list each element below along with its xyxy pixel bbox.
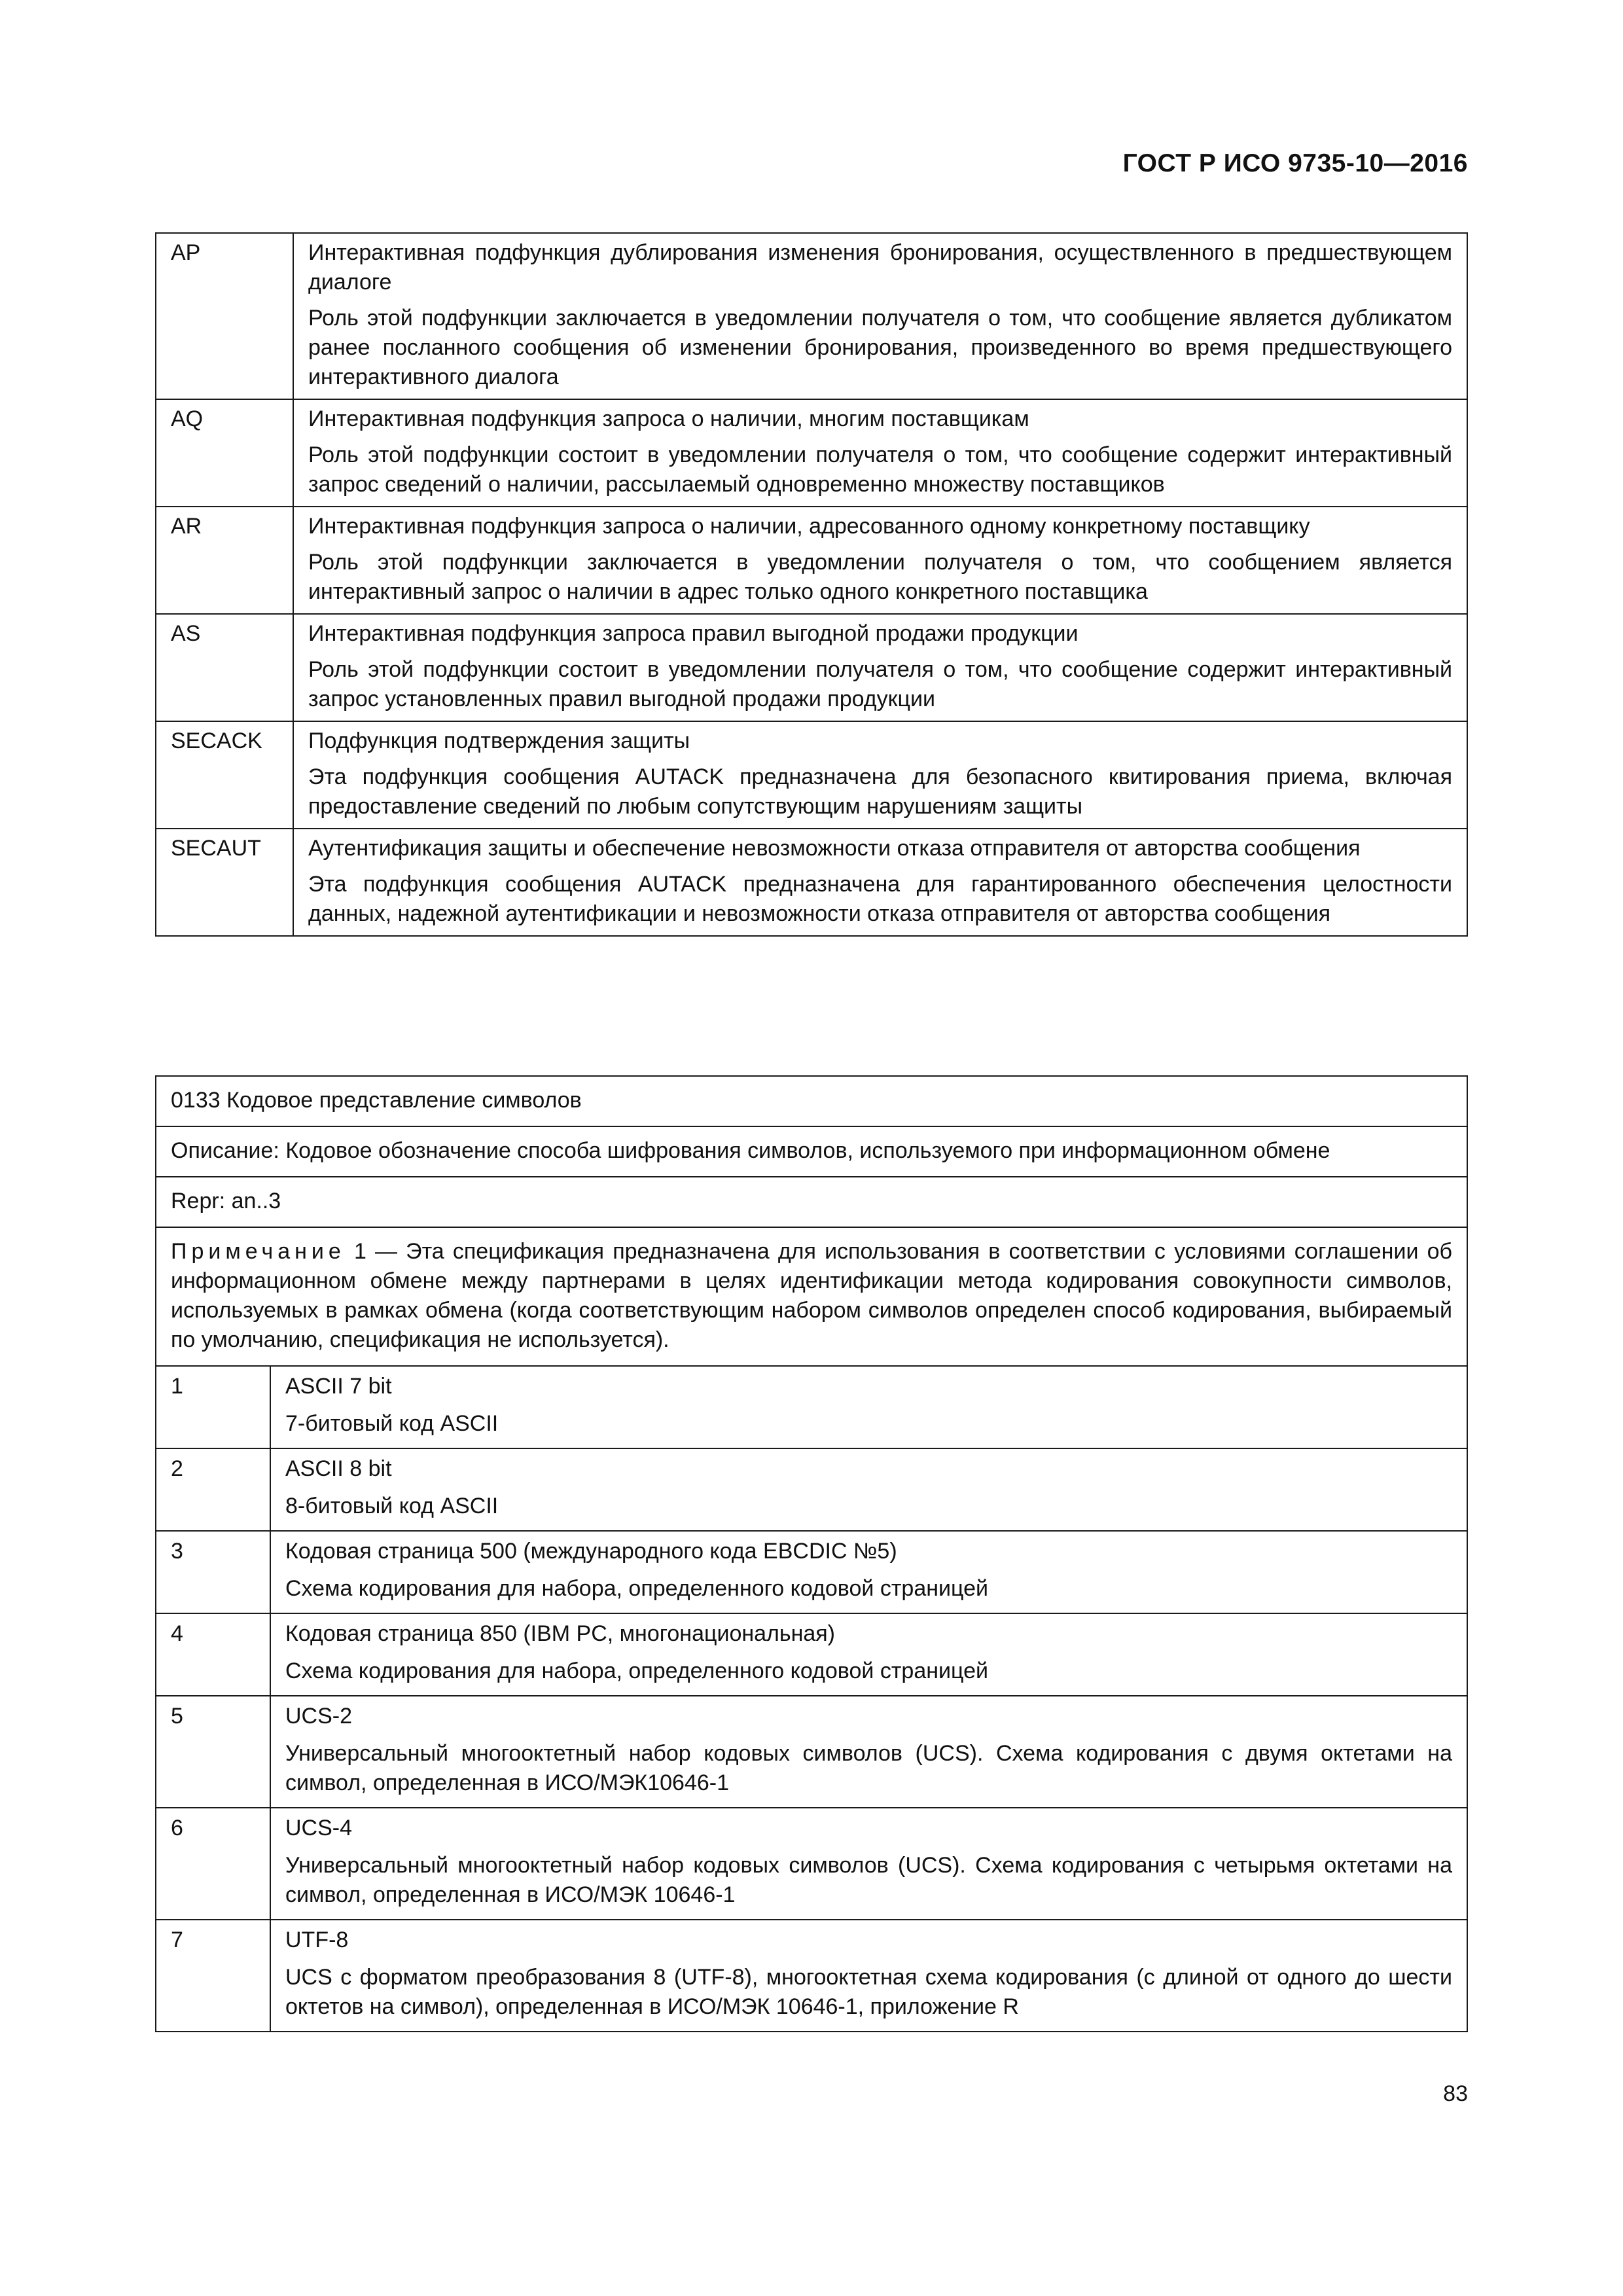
page-number: 83	[1443, 2081, 1468, 2106]
row-title: Кодовая страница 850 (IBM PC, многонациональная)	[285, 1621, 836, 1646]
table-note-row	[156, 1227, 1467, 1366]
row-title: Интерактивная подфункция запроса о наличии, многим поставщикам	[308, 406, 1029, 431]
row-description: 7-битовый код ASCII	[285, 1411, 499, 1436]
table-row	[156, 1531, 1467, 1613]
row-content	[293, 507, 1467, 614]
table-row	[156, 1613, 1467, 1696]
table-row	[156, 1366, 1467, 1448]
row-description: Эта подфункция сообщения AUTACK предназначена для гарантированного обеспечения целостности данных, надежной аутентификации и невозможности отказа отправителя от авторства сообщения	[308, 872, 1452, 926]
row-content	[270, 1448, 1467, 1531]
table-row	[156, 399, 1467, 507]
row-content	[293, 233, 1467, 399]
row-title: UCS-2	[285, 1704, 353, 1729]
note-label: Примечание	[171, 1239, 346, 1264]
row-title: Интерактивная подфункция запроса о наличии, адресованного одному конкретному поставщику	[308, 514, 1310, 539]
row-description: Роль этой подфункции состоит в уведомлении получателя о том, что сообщение содержит интерактивный запрос сведений о наличии, рассылаемый одновременно множеству поставщиков	[308, 442, 1452, 497]
table-row	[156, 1808, 1467, 1920]
row-content	[293, 829, 1467, 936]
row-description: Схема кодирования для набора, определенного кодовой страницей	[285, 1576, 988, 1601]
row-content	[270, 1531, 1467, 1613]
table-heading: 0133 Кодовое представление символов	[156, 1076, 1467, 1126]
row-content	[270, 1808, 1467, 1920]
table-row	[156, 1696, 1467, 1808]
table-row	[156, 1920, 1467, 2032]
row-title: Аутентификация защиты и обеспечение невозможности отказа отправителя от авторства сообщения	[308, 836, 1361, 861]
table-row	[156, 614, 1467, 721]
table-description-row	[156, 1126, 1467, 1177]
row-content	[270, 1366, 1467, 1448]
row-description: Роль этой подфункции состоит в уведомлении получателя о том, что сообщение содержит интерактивный запрос установленных правил выгодной продажи продукции	[308, 657, 1452, 711]
row-title: ASCII 8 bit	[285, 1456, 392, 1481]
row-description: UCS с форматом преобразования 8 (UTF-8), многооктетная схема кодирования (с длиной от одного до шести октетов на символ), определенная в ИСО/МЭК 10646-1, приложение R	[285, 1965, 1452, 2019]
row-code: 1	[156, 1366, 270, 1448]
row-code: 5	[156, 1696, 270, 1808]
table-row	[156, 507, 1467, 614]
row-content	[270, 1613, 1467, 1696]
row-description: Схема кодирования для набора, определенного кодовой страницей	[285, 1659, 988, 1683]
row-code: 7	[156, 1920, 270, 2032]
row-content	[293, 721, 1467, 829]
row-code: 2	[156, 1448, 270, 1531]
row-title: Интерактивная подфункция дублирования изменения бронирования, осуществленного в предшествующем диалоге	[308, 240, 1452, 295]
note-paragraph	[171, 1237, 1452, 1355]
row-content	[293, 399, 1467, 507]
table-heading-row	[156, 1076, 1467, 1126]
row-title: Подфункция подтверждения защиты	[308, 728, 690, 753]
subfunction-table	[155, 232, 1468, 937]
row-code: AQ	[156, 399, 293, 507]
row-description: Эта подфункция сообщения AUTACK предназначена для безопасного квитирования приема, включая предоставление сведений по любым сопутствующим нарушениям защиты	[308, 764, 1452, 819]
row-code: 6	[156, 1808, 270, 1920]
table-note	[156, 1227, 1467, 1366]
row-title: UTF-8	[285, 1928, 349, 1952]
row-description: Роль этой подфункции заключается в уведомлении получателя о том, что сообщением является интерактивный запрос о наличии в адрес только одного конкретного поставщика	[308, 550, 1452, 604]
document-code: ГОСТ Р ИСО 9735-10—2016	[1122, 149, 1468, 177]
row-title: Интерактивная подфункция запроса правил выгодной продажи продукции	[308, 621, 1079, 646]
row-title: ASCII 7 bit	[285, 1374, 392, 1399]
row-code: AP	[156, 233, 293, 399]
row-content	[293, 614, 1467, 721]
row-description: Роль этой подфункции заключается в уведомлении получателя о том, что сообщение является дубликатом ранее посланного сообщения об изменении бронирования, произведенного во время предшествующего интерактивного диалога	[308, 306, 1452, 389]
table-description: Описание: Кодовое обозначение способа шифрования символов, используемого при информационном обмене	[156, 1126, 1467, 1177]
row-description: Универсальный многооктетный набор кодовых символов (UCS). Схема кодирования с двумя октетами на символ, определенная в ИСО/МЭК10646-1	[285, 1741, 1452, 1795]
row-content	[270, 1696, 1467, 1808]
row-code: SECAUT	[156, 829, 293, 936]
row-description: Универсальный многооктетный набор кодовых символов (UCS). Схема кодирования с четырьмя октетами на символ, определенная в ИСО/МЭК 10646-1	[285, 1853, 1452, 1907]
row-code: AR	[156, 507, 293, 614]
character-encoding-table	[155, 1075, 1468, 2032]
row-code: AS	[156, 614, 293, 721]
row-content	[270, 1920, 1467, 2032]
note-text: 1 — Эта спецификация предназначена для использования в соответствии с условиями соглашении об информационном обмене между партнерами в целях идентификации метода кодирования совокупности символов, используемых в рамках обмена (когда соответствующим набором символов определен способ кодирования, выбираемый по умолчанию, спецификация не используется).	[171, 1239, 1452, 1352]
table-row	[156, 233, 1467, 399]
row-title: UCS-4	[285, 1816, 353, 1840]
table-row	[156, 1448, 1467, 1531]
table-row	[156, 829, 1467, 936]
row-code: SECACK	[156, 721, 293, 829]
row-code: 3	[156, 1531, 270, 1613]
row-description: 8-битовый код ASCII	[285, 1494, 499, 1518]
table-row	[156, 721, 1467, 829]
table-repr: Repr: an..3	[156, 1177, 1467, 1227]
row-code: 4	[156, 1613, 270, 1696]
table-repr-row	[156, 1177, 1467, 1227]
row-title: Кодовая страница 500 (международного кода EBCDIC №5)	[285, 1539, 897, 1564]
